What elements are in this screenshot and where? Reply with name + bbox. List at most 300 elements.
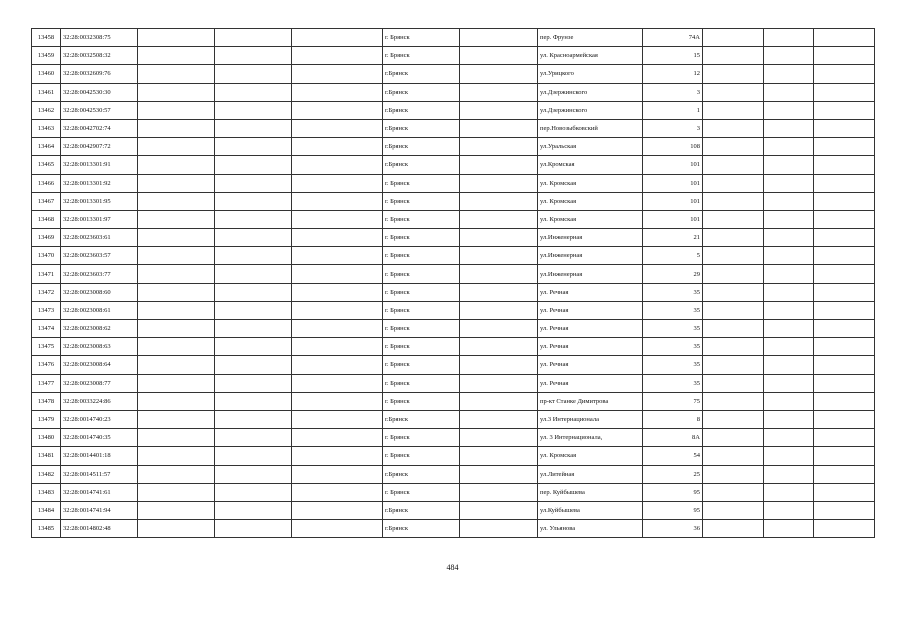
row-number-cell: 13463 <box>32 119 61 137</box>
empty-cell <box>703 301 764 319</box>
table-row <box>32 338 875 356</box>
row-number-cell: 13481 <box>32 447 61 465</box>
cadastral-number-cell: 32:28:0032609:76 <box>61 65 138 83</box>
empty-cell <box>215 119 292 137</box>
city-cell: г. Брянск <box>383 229 460 247</box>
city-cell: г. Брянск <box>383 320 460 338</box>
empty-cell <box>703 429 764 447</box>
table-row <box>32 174 875 192</box>
empty-cell <box>138 83 215 101</box>
empty-cell <box>764 283 814 301</box>
cadastral-number-cell: 32:28:0014802:48 <box>61 520 138 538</box>
empty-cell <box>292 392 383 410</box>
empty-cell <box>460 47 538 65</box>
empty-cell <box>460 501 538 519</box>
empty-cell <box>764 520 814 538</box>
house-number-cell: 25 <box>643 465 703 483</box>
empty-cell <box>138 483 215 501</box>
empty-cell <box>814 447 875 465</box>
empty-cell <box>764 301 814 319</box>
empty-cell <box>138 156 215 174</box>
table-row <box>32 29 875 47</box>
empty-cell <box>764 65 814 83</box>
empty-cell <box>703 283 764 301</box>
empty-cell <box>764 392 814 410</box>
street-cell: ул. 3 Интернационала, <box>538 429 643 447</box>
empty-cell <box>814 410 875 428</box>
house-number-cell: 101 <box>643 156 703 174</box>
cadastral-number-cell: 32:28:0042907:72 <box>61 138 138 156</box>
empty-cell <box>764 83 814 101</box>
empty-cell <box>292 247 383 265</box>
row-number-cell: 13468 <box>32 210 61 228</box>
empty-cell <box>764 101 814 119</box>
cadastral-number-cell: 32:28:0023603:77 <box>61 265 138 283</box>
city-cell: г.Брянск <box>383 520 460 538</box>
empty-cell <box>764 29 814 47</box>
empty-cell <box>764 210 814 228</box>
empty-cell <box>814 301 875 319</box>
table-row <box>32 101 875 119</box>
street-cell: ул.Урицкого <box>538 65 643 83</box>
table-row <box>32 356 875 374</box>
table-row <box>32 283 875 301</box>
empty-cell <box>292 338 383 356</box>
empty-cell <box>138 265 215 283</box>
empty-cell <box>138 29 215 47</box>
empty-cell <box>215 520 292 538</box>
city-cell: г. Брянск <box>383 338 460 356</box>
row-number-cell: 13484 <box>32 501 61 519</box>
empty-cell <box>292 356 383 374</box>
empty-cell <box>138 65 215 83</box>
empty-cell <box>814 338 875 356</box>
city-cell: г.Брянск <box>383 501 460 519</box>
house-number-cell: 35 <box>643 320 703 338</box>
cadastral-number-cell: 32:28:0023008:63 <box>61 338 138 356</box>
street-cell: ул.Уральская <box>538 138 643 156</box>
empty-cell <box>764 338 814 356</box>
empty-cell <box>703 29 764 47</box>
table-row <box>32 392 875 410</box>
row-number-cell: 13466 <box>32 174 61 192</box>
empty-cell <box>460 283 538 301</box>
empty-cell <box>703 156 764 174</box>
empty-cell <box>703 338 764 356</box>
empty-cell <box>460 356 538 374</box>
city-cell: г. Брянск <box>383 192 460 210</box>
empty-cell <box>703 392 764 410</box>
empty-cell <box>703 192 764 210</box>
house-number-cell: 101 <box>643 210 703 228</box>
row-number-cell: 13477 <box>32 374 61 392</box>
city-cell: г. Брянск <box>383 429 460 447</box>
table-row <box>32 410 875 428</box>
table-row <box>32 65 875 83</box>
street-cell: ул.Инженерная <box>538 229 643 247</box>
registry-sheet <box>31 28 874 538</box>
row-number-cell: 13469 <box>32 229 61 247</box>
empty-cell <box>138 192 215 210</box>
empty-cell <box>460 192 538 210</box>
empty-cell <box>215 192 292 210</box>
house-number-cell: 95 <box>643 483 703 501</box>
empty-cell <box>460 483 538 501</box>
empty-cell <box>138 429 215 447</box>
city-cell: г.Брянск <box>383 65 460 83</box>
empty-cell <box>764 156 814 174</box>
row-number-cell: 13472 <box>32 283 61 301</box>
empty-cell <box>215 501 292 519</box>
empty-cell <box>703 83 764 101</box>
empty-cell <box>814 429 875 447</box>
empty-cell <box>215 138 292 156</box>
empty-cell <box>292 47 383 65</box>
empty-cell <box>814 119 875 137</box>
empty-cell <box>215 483 292 501</box>
city-cell: г.Брянск <box>383 138 460 156</box>
street-cell: ул. Речная <box>538 356 643 374</box>
street-cell: ул. Кромская <box>538 192 643 210</box>
empty-cell <box>215 156 292 174</box>
street-cell: ул.Инженерная <box>538 265 643 283</box>
empty-cell <box>764 447 814 465</box>
empty-cell <box>215 265 292 283</box>
empty-cell <box>138 210 215 228</box>
empty-cell <box>703 119 764 137</box>
table-row <box>32 156 875 174</box>
table-row <box>32 192 875 210</box>
empty-cell <box>215 374 292 392</box>
empty-cell <box>292 229 383 247</box>
empty-cell <box>138 174 215 192</box>
registry-rows <box>32 29 875 538</box>
table-row <box>32 247 875 265</box>
empty-cell <box>460 138 538 156</box>
empty-cell <box>215 392 292 410</box>
house-number-cell: 8А <box>643 429 703 447</box>
house-number-cell: 3 <box>643 119 703 137</box>
empty-cell <box>764 501 814 519</box>
cadastral-number-cell: 32:28:0032308:75 <box>61 29 138 47</box>
empty-cell <box>764 429 814 447</box>
cadastral-number-cell: 32:28:0042530:57 <box>61 101 138 119</box>
house-number-cell: 35 <box>643 356 703 374</box>
empty-cell <box>215 338 292 356</box>
city-cell: г. Брянск <box>383 29 460 47</box>
cadastral-number-cell: 32:28:0013301:95 <box>61 192 138 210</box>
empty-cell <box>138 520 215 538</box>
street-cell: ул.3 Интернационала <box>538 410 643 428</box>
city-cell: г.Брянск <box>383 83 460 101</box>
empty-cell <box>460 29 538 47</box>
empty-cell <box>764 138 814 156</box>
row-number-cell: 13458 <box>32 29 61 47</box>
empty-cell <box>814 356 875 374</box>
empty-cell <box>215 429 292 447</box>
empty-cell <box>460 229 538 247</box>
cadastral-number-cell: 32:28:0013301:91 <box>61 156 138 174</box>
empty-cell <box>292 174 383 192</box>
empty-cell <box>703 101 764 119</box>
empty-cell <box>814 501 875 519</box>
empty-cell <box>703 483 764 501</box>
city-cell: г. Брянск <box>383 483 460 501</box>
cadastral-number-cell: 32:28:0023603:57 <box>61 247 138 265</box>
empty-cell <box>764 229 814 247</box>
city-cell: г. Брянск <box>383 447 460 465</box>
empty-cell <box>460 429 538 447</box>
empty-cell <box>215 247 292 265</box>
table-row <box>32 520 875 538</box>
house-number-cell: 35 <box>643 374 703 392</box>
empty-cell <box>460 247 538 265</box>
house-number-cell: 101 <box>643 192 703 210</box>
registry-table <box>31 28 875 538</box>
empty-cell <box>292 483 383 501</box>
street-cell: ул. Кромская <box>538 174 643 192</box>
empty-cell <box>460 392 538 410</box>
house-number-cell: 1 <box>643 101 703 119</box>
empty-cell <box>460 447 538 465</box>
empty-cell <box>292 156 383 174</box>
table-row <box>32 447 875 465</box>
row-number-cell: 13460 <box>32 65 61 83</box>
row-number-cell: 13478 <box>32 392 61 410</box>
empty-cell <box>138 356 215 374</box>
empty-cell <box>703 265 764 283</box>
street-cell: ул. Речная <box>538 283 643 301</box>
empty-cell <box>814 320 875 338</box>
empty-cell <box>215 29 292 47</box>
cadastral-number-cell: 32:28:0013301:92 <box>61 174 138 192</box>
street-cell: ул.Инженерная <box>538 247 643 265</box>
street-cell: ул.Дзержинского <box>538 83 643 101</box>
empty-cell <box>814 192 875 210</box>
table-row <box>32 83 875 101</box>
house-number-cell: 35 <box>643 283 703 301</box>
empty-cell <box>292 374 383 392</box>
street-cell: ул. Ульянова <box>538 520 643 538</box>
empty-cell <box>764 192 814 210</box>
empty-cell <box>703 465 764 483</box>
cadastral-number-cell: 32:28:0014741:94 <box>61 501 138 519</box>
house-number-cell: 75 <box>643 392 703 410</box>
house-number-cell: 15 <box>643 47 703 65</box>
city-cell: г. Брянск <box>383 392 460 410</box>
empty-cell <box>703 356 764 374</box>
house-number-cell: 35 <box>643 338 703 356</box>
cadastral-number-cell: 32:28:0014401:18 <box>61 447 138 465</box>
house-number-cell: 8 <box>643 410 703 428</box>
city-cell: г. Брянск <box>383 210 460 228</box>
empty-cell <box>215 174 292 192</box>
empty-cell <box>764 410 814 428</box>
empty-cell <box>703 410 764 428</box>
cadastral-number-cell: 32:28:0023008:61 <box>61 301 138 319</box>
empty-cell <box>703 65 764 83</box>
row-number-cell: 13475 <box>32 338 61 356</box>
row-number-cell: 13479 <box>32 410 61 428</box>
empty-cell <box>138 101 215 119</box>
empty-cell <box>292 192 383 210</box>
row-number-cell: 13470 <box>32 247 61 265</box>
street-cell: пер. Фрунзе <box>538 29 643 47</box>
empty-cell <box>292 301 383 319</box>
row-number-cell: 13462 <box>32 101 61 119</box>
empty-cell <box>460 265 538 283</box>
street-cell: ул. Речная <box>538 320 643 338</box>
empty-cell <box>292 410 383 428</box>
empty-cell <box>703 47 764 65</box>
cadastral-number-cell: 32:28:0014740:35 <box>61 429 138 447</box>
empty-cell <box>292 320 383 338</box>
street-cell: ул. Речная <box>538 301 643 319</box>
city-cell: г.Брянск <box>383 101 460 119</box>
empty-cell <box>215 447 292 465</box>
empty-cell <box>138 283 215 301</box>
table-row <box>32 119 875 137</box>
city-cell: г. Брянск <box>383 265 460 283</box>
cadastral-number-cell: 32:28:0023008:62 <box>61 320 138 338</box>
street-cell: ул.Кромская <box>538 156 643 174</box>
cadastral-number-cell: 32:28:0023008:60 <box>61 283 138 301</box>
table-row <box>32 138 875 156</box>
empty-cell <box>138 374 215 392</box>
cadastral-number-cell: 32:28:0032508:32 <box>61 47 138 65</box>
city-cell: г.Брянск <box>383 119 460 137</box>
empty-cell <box>764 483 814 501</box>
empty-cell <box>292 501 383 519</box>
house-number-cell: 21 <box>643 229 703 247</box>
table-row <box>32 465 875 483</box>
empty-cell <box>215 65 292 83</box>
empty-cell <box>814 47 875 65</box>
empty-cell <box>460 101 538 119</box>
table-row <box>32 301 875 319</box>
city-cell: г. Брянск <box>383 174 460 192</box>
empty-cell <box>460 374 538 392</box>
empty-cell <box>460 210 538 228</box>
empty-cell <box>215 210 292 228</box>
house-number-cell: 74А <box>643 29 703 47</box>
table-row <box>32 47 875 65</box>
empty-cell <box>460 338 538 356</box>
empty-cell <box>703 447 764 465</box>
empty-cell <box>460 156 538 174</box>
empty-cell <box>215 47 292 65</box>
street-cell: ул.Литейная <box>538 465 643 483</box>
empty-cell <box>814 138 875 156</box>
empty-cell <box>460 83 538 101</box>
empty-cell <box>138 465 215 483</box>
empty-cell <box>215 101 292 119</box>
empty-cell <box>814 392 875 410</box>
house-number-cell: 95 <box>643 501 703 519</box>
house-number-cell: 29 <box>643 265 703 283</box>
empty-cell <box>703 229 764 247</box>
empty-cell <box>138 320 215 338</box>
empty-cell <box>460 410 538 428</box>
empty-cell <box>460 119 538 137</box>
house-number-cell: 35 <box>643 301 703 319</box>
page-number: 484 <box>446 563 459 572</box>
cadastral-number-cell: 32:28:0014511:57 <box>61 465 138 483</box>
row-number-cell: 13480 <box>32 429 61 447</box>
empty-cell <box>292 283 383 301</box>
empty-cell <box>764 265 814 283</box>
house-number-cell: 36 <box>643 520 703 538</box>
empty-cell <box>460 65 538 83</box>
street-cell: ул. Речная <box>538 338 643 356</box>
table-row <box>32 320 875 338</box>
empty-cell <box>215 320 292 338</box>
empty-cell <box>138 338 215 356</box>
empty-cell <box>138 301 215 319</box>
table-row <box>32 265 875 283</box>
empty-cell <box>292 520 383 538</box>
empty-cell <box>138 138 215 156</box>
empty-cell <box>703 138 764 156</box>
table-row <box>32 483 875 501</box>
empty-cell <box>292 83 383 101</box>
empty-cell <box>814 156 875 174</box>
city-cell: г. Брянск <box>383 356 460 374</box>
empty-cell <box>138 392 215 410</box>
empty-cell <box>764 374 814 392</box>
city-cell: г. Брянск <box>383 301 460 319</box>
cadastral-number-cell: 32:28:0014741:61 <box>61 483 138 501</box>
cadastral-number-cell: 32:28:0014740:23 <box>61 410 138 428</box>
street-cell: ул.Куйбышева <box>538 501 643 519</box>
empty-cell <box>814 101 875 119</box>
empty-cell <box>138 247 215 265</box>
empty-cell <box>138 47 215 65</box>
empty-cell <box>460 520 538 538</box>
city-cell: г. Брянск <box>383 47 460 65</box>
house-number-cell: 54 <box>643 447 703 465</box>
street-cell: ул.Дзержинского <box>538 101 643 119</box>
house-number-cell: 108 <box>643 138 703 156</box>
empty-cell <box>292 65 383 83</box>
street-cell: пер.Новозыбковский <box>538 119 643 137</box>
cadastral-number-cell: 32:28:0042702:74 <box>61 119 138 137</box>
street-cell: пер. Куйбышева <box>538 483 643 501</box>
empty-cell <box>292 138 383 156</box>
empty-cell <box>292 465 383 483</box>
row-number-cell: 13471 <box>32 265 61 283</box>
table-row <box>32 374 875 392</box>
empty-cell <box>814 29 875 47</box>
row-number-cell: 13474 <box>32 320 61 338</box>
street-cell: ул. Красноармейская <box>538 47 643 65</box>
row-number-cell: 13473 <box>32 301 61 319</box>
empty-cell <box>764 465 814 483</box>
empty-cell <box>764 47 814 65</box>
empty-cell <box>703 520 764 538</box>
empty-cell <box>814 465 875 483</box>
cadastral-number-cell: 32:28:0023008:64 <box>61 356 138 374</box>
empty-cell <box>703 247 764 265</box>
city-cell: г.Брянск <box>383 465 460 483</box>
empty-cell <box>814 83 875 101</box>
empty-cell <box>814 483 875 501</box>
empty-cell <box>460 320 538 338</box>
empty-cell <box>138 410 215 428</box>
city-cell: г. Брянск <box>383 247 460 265</box>
cadastral-number-cell: 32:28:0033224:86 <box>61 392 138 410</box>
empty-cell <box>764 356 814 374</box>
